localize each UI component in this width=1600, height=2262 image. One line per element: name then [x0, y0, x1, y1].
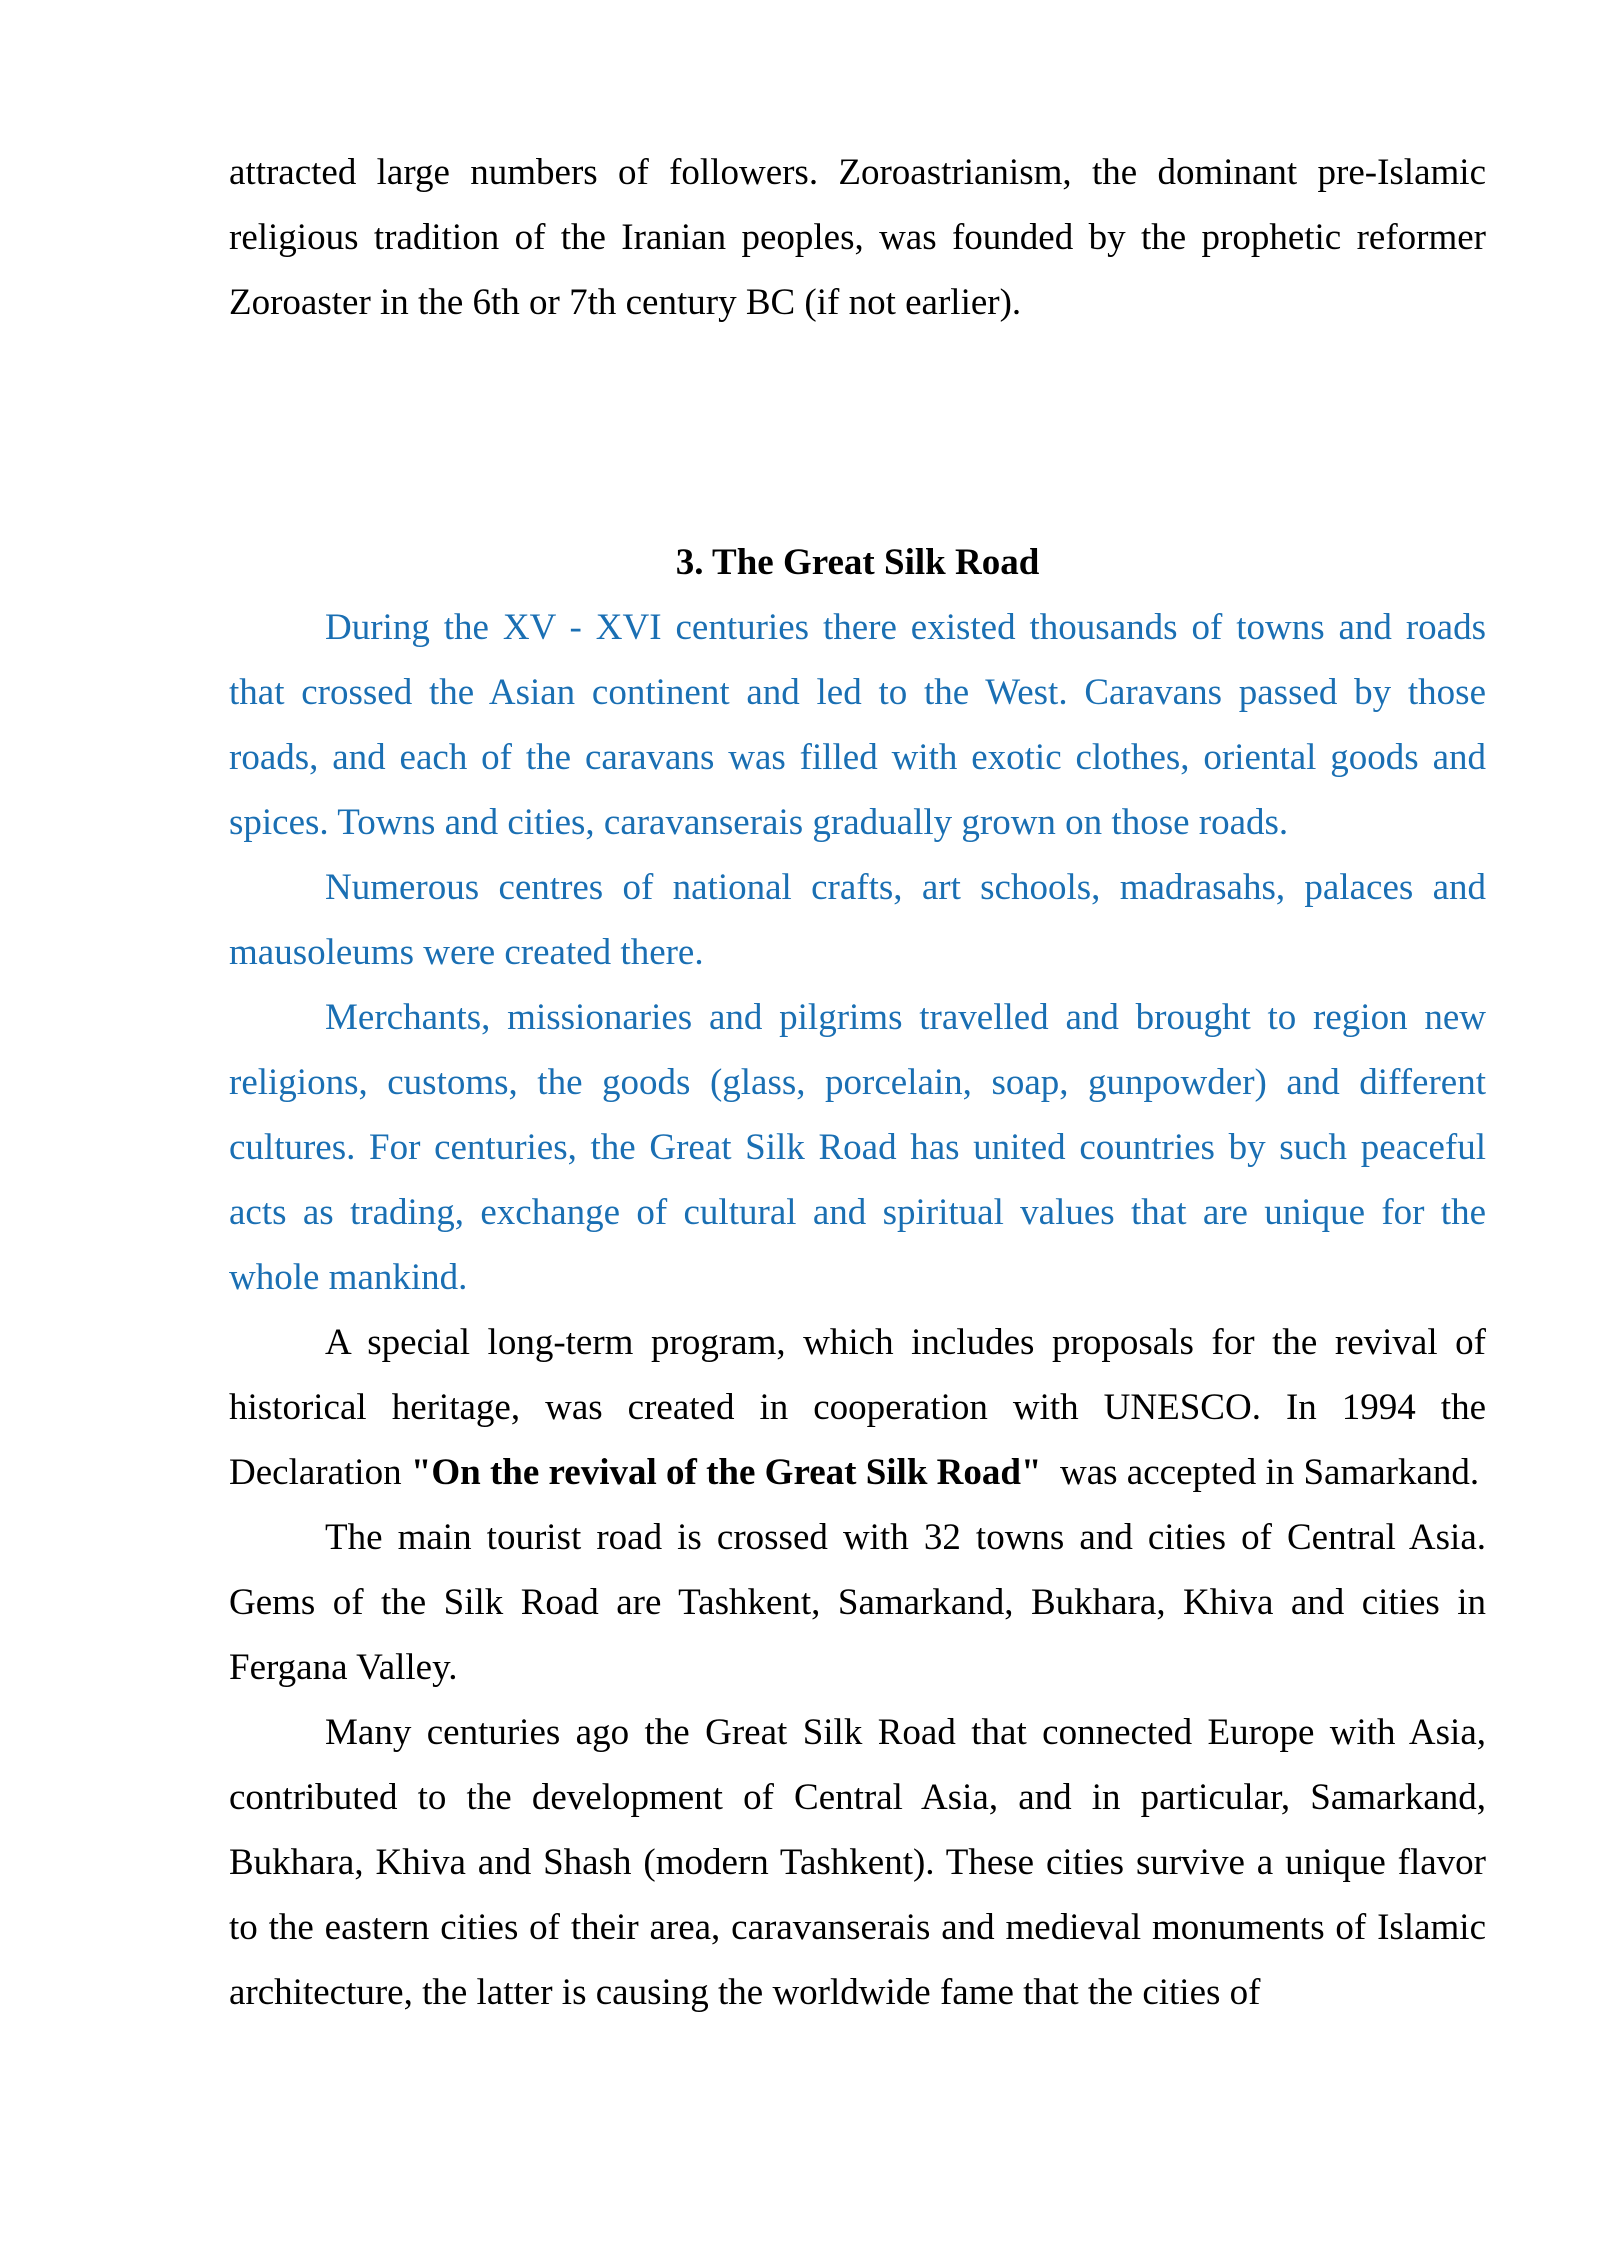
- paragraph-caravans: During the XV - XVI centuries there existed thousands of towns and roads that crossed the Asian continent and led to the West. Caravans passed by those roads, and each of the caravans was filled with exotic clothes, oriental goods and spices. Towns and cities, caravanserais gradually grown on those roads.: [229, 607, 1486, 843]
- paragraph-centuries-ago: Many centuries ago the Great Silk Road that connected Europe with Asia, contributed to the development of Central Asia, and in particular, Samarkand, Bukhara, Khiva and Shash (modern Tashkent). These cities survive a unique flavor to the eastern cities of their area, caravanserais and medieval monuments of Islamic architecture, the latter is causing the worldwide fame that the cities of: [229, 1712, 1486, 2013]
- section-heading: 3. The Great Silk Road: [675, 542, 1040, 583]
- intro-paragraph: attracted large numbers of followers. Zoroastrianism, the dominant pre-Islamic religious tradition of the Iranian peoples, was founded by the prophetic reformer Zoroaster in the 6th or 7th century BC (if not earlier).: [229, 152, 1486, 323]
- unesco-text-after: was accepted in Samarkand.: [1041, 1452, 1480, 1493]
- section-spacer: [229, 335, 1486, 530]
- declaration-title: "On the revival of the Great Silk Road": [410, 1452, 1042, 1493]
- document-body: [229, 140, 1486, 2025]
- paragraph-centres: Numerous centres of national crafts, art schools, madrasahs, palaces and mausoleums were created there.: [229, 867, 1486, 973]
- unesco-text-before: A special long-term program, which includes proposals for the revival of historical heritage, was created in cooperation with UNESCO. In 1994 the Declaration: [229, 1322, 1486, 1493]
- paragraph-merchants: Merchants, missionaries and pilgrims travelled and brought to region new religions, customs, the goods (glass, porcelain, soap, gunpowder) and different cultures. For centuries, the Great Silk Road has united countries by such peaceful acts as trading, exchange of cultural and spiritual values that are unique for the whole mankind.: [229, 997, 1486, 1298]
- paragraph-unesco: [229, 1310, 1486, 1505]
- paragraph-tourist-road: The main tourist road is crossed with 32 towns and cities of Central Asia. Gems of the Silk Road are Tashkent, Samarkand, Bukhara, Khiva and cities in Fergana Valley.: [229, 1517, 1486, 1688]
